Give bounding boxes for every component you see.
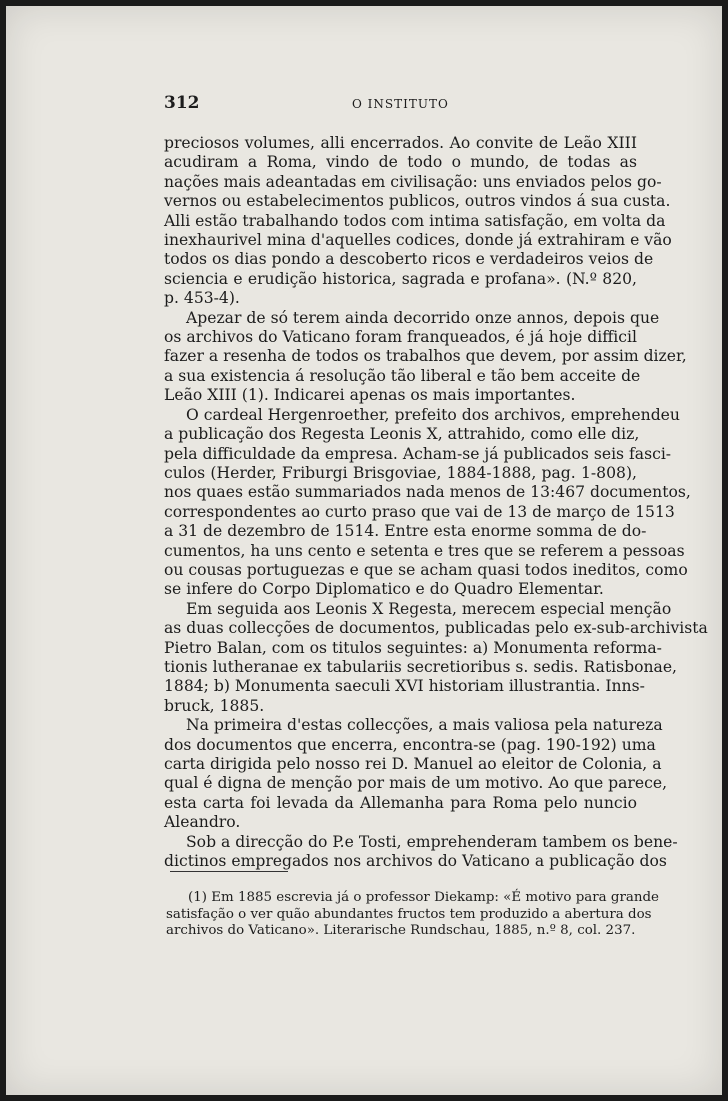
text-line: correspondentes ao curto praso que vai de 13 de março de 1513 [164, 502, 675, 521]
text-line: carta dirigida pelo nosso rei D. Manuel ao eleitor de Colonia, a [164, 755, 662, 773]
text-line: vernos ou estabelecimentos publicos, outros vindos á sua custa. [164, 192, 671, 211]
footnote [166, 890, 659, 940]
text-line: todos os dias pondo a descoberto ricos e verdadeiros veios de [164, 250, 654, 269]
text-line: esta carta foi levada da Allemanha para Roma pelo nuncio [164, 793, 637, 812]
text-line: preciosos volumes, alli encerrados. Ao convite de Leão XIII [164, 134, 637, 152]
footnote-line: archivos do Vaticano». Literarische Rundschau, 1885, n.º 8, col. 237. [166, 923, 636, 938]
running-head: O INSTITUTO [352, 97, 449, 111]
page [6, 6, 722, 1095]
text-line: p. 453-4). [164, 289, 240, 308]
text-line: se infere do Corpo Diplomatico e do Quadro Elementar. [164, 580, 604, 599]
text-line: Alli estão trabalhando todos com intima satisfação, em volta da [164, 211, 666, 230]
text-line: inexhaurivel mina d'aquelles codices, donde já extrahiram e vão [164, 231, 672, 250]
footnote-divider [170, 871, 288, 872]
footnote-line: satisfação o ver quão abundantes fructos tem produzido a abertura dos [166, 906, 652, 922]
text-line: bruck, 1885. [164, 696, 265, 715]
text-line: ou cousas portuguezas e que se acham quasi todos ineditos, como [164, 560, 688, 579]
text-line: Na primeira d'estas collecções, a mais valiosa pela natureza [186, 716, 663, 735]
text-line: a sua existencia á resolução tão liberal e tão bem acceite de [164, 366, 641, 385]
text-line: a publicação dos Regesta Leonis X, attrahido, como elle diz, [164, 425, 640, 444]
text-line: qual é digna de menção por mais de um motivo. Ao que parece, [164, 774, 668, 793]
text-line: Sob a direcção do P.e Tosti, emprehenderam tambem os bene- [186, 832, 678, 851]
text-line: nações mais adeantadas em civilisação: uns enviados pelos go- [164, 172, 662, 191]
text-line: culos (Herder, Friburgi Brisgoviae, 1884-1888, pag. 1-808), [164, 463, 637, 482]
page-header [164, 93, 644, 115]
footnote-line: (1) Em 1885 escrevia já o professor Diekamp: «É motivo para grande [188, 890, 659, 905]
text-line: a 31 de dezembro de 1514. Entre esta enorme somma de do- [164, 522, 647, 541]
text-line: nos quaes estão summariados nada menos de 13:467 documentos, [164, 483, 691, 502]
text-line: os archivos do Vaticano foram franqueados, é já hoje difficil [164, 328, 637, 347]
text-line: O cardeal Hergenroether, prefeito dos archivos, emprehendeu [186, 405, 680, 424]
text-line: cumentos, ha uns cento e setenta e tres que se referem a pessoas [164, 541, 685, 560]
page-number: 312 [164, 93, 200, 113]
text-line: tionis lutheranae ex tabulariis secretioribus s. sedis. Ratisbonae, [164, 657, 678, 676]
text-line: acudiram a Roma, vindo de todo o mundo, de todas as [164, 153, 637, 172]
text-line: as duas collecções de documentos, publicadas pelo ex-sub-archivista [164, 619, 708, 638]
text-line: Apezar de só terem ainda decorrido onze annos, depois que [186, 308, 660, 327]
text-line: pela difficuldade da empresa. Acham-se já publicados seis fasci- [164, 444, 672, 463]
text-line: Aleandro. [164, 813, 241, 832]
text-line: Pietro Balan, com os titulos seguintes: a) Monumenta reforma- [164, 638, 662, 657]
text-line: Leão XIII (1). Indicarei apenas os mais importantes. [164, 386, 576, 405]
text-line: sciencia e erudição historica, sagrada e profana». (N.º 820, [164, 269, 637, 288]
text-line: Em seguida aos Leonis X Regesta, merecem especial menção [186, 599, 672, 618]
text-line: fazer a resenha de todos os trabalhos que devem, por assim dizer, [164, 347, 687, 366]
text-line: dos documentos que encerra, encontra-se (pag. 190-192) uma [164, 735, 656, 754]
text-line: 1884; b) Monumenta saeculi XVI historiam illustrantia. Inns- [164, 677, 645, 696]
main-text [164, 134, 708, 871]
text-line: dictinos empregados nos archivos do Vaticano a publicação dos [164, 852, 667, 871]
